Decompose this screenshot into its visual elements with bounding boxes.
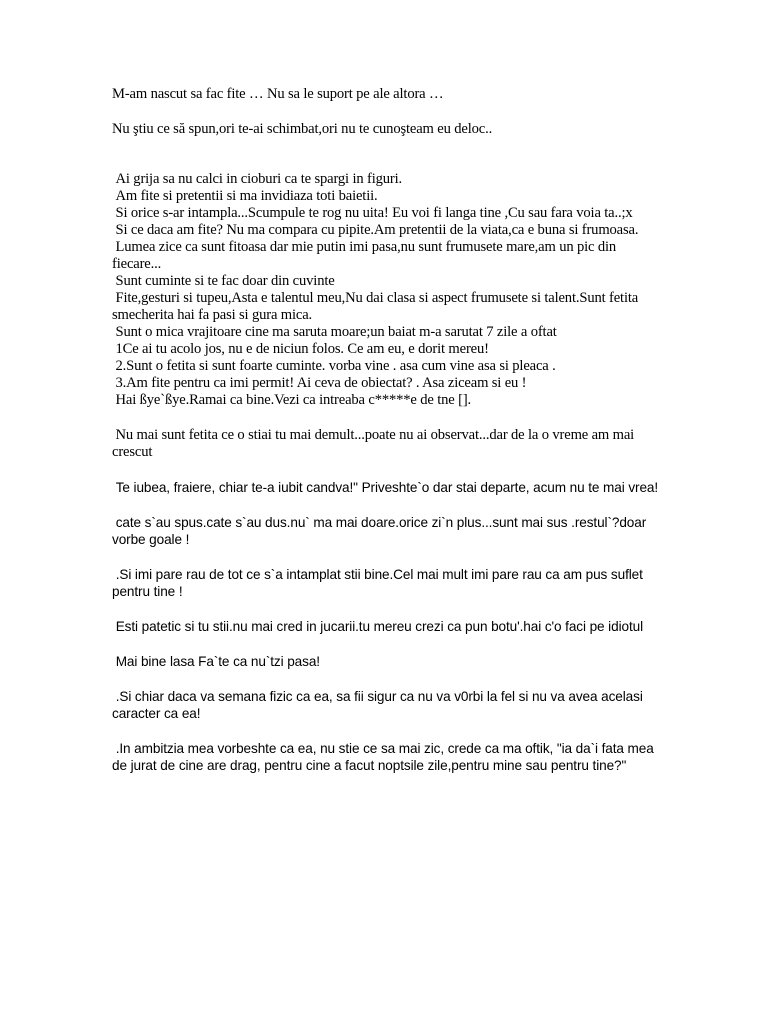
verse-line: Lumea zice ca sunt fitoasa dar mie putin imi pasa,nu sunt frumusete mare,am un pic din fiecare... (112, 239, 620, 272)
paragraph: cate s`au spus.cate s`au dus.nu` ma mai doare.orice zi`n plus...sunt mai sus .restul`?doar vorbe goale ! (112, 515, 650, 547)
verse-line: Am fite si pretentii si ma invidiaza toti baietii. (112, 188, 378, 204)
verse-line: 2.Sunt o fetita si sunt foarte cuminte. vorba vine . asa cum vine asa si pleaca . (112, 358, 556, 374)
intro-line-1: M-am nascut sa fac fite … Nu sa le suport pe ale altora … (112, 86, 444, 102)
paragraph: .Si imi pare rau de tot ce s`a intamplat stii bine.Cel mai mult imi pare rau ca am pus suflet pentru tine ! (112, 567, 647, 599)
verse-line: 3.Am fite pentru ca imi permit! Ai ceva de obiectat? . Asa ziceam si eu ! (112, 375, 527, 391)
paragraph: Esti patetic si tu stii.nu mai cred in jucarii.tu mereu crezi ca pun botu'.hai c'o faci pe idiotul (112, 619, 644, 634)
paragraph: .In ambitzia mea vorbeshte ca ea, nu stie ce sa mai zic, crede ca ma oftik, "ia da`i fata mea de jurat de cine are drag, pentru cine a facut noptsile zile,pentru mine sau pentru tine?" (112, 741, 658, 773)
intro-line-2: Nu ştiu ce să spun,ori te-ai schimbat,ori nu te cunoşteam eu deloc.. (112, 121, 493, 137)
verse-line: Si ce daca am fite? Nu ma compara cu pipite.Am pretentii de la viata,ca e buna si frumoasa. (112, 222, 639, 238)
paragraph: .Si chiar daca va semana fizic ca ea, sa fii sigur ca nu va v0rbi la fel si nu va avea acelasi caracter ca ea! (112, 689, 647, 721)
verse-line: 1Ce ai tu acolo jos, nu e de niciun folos. Ce am eu, e dorit mereu! (112, 341, 489, 357)
verses-block (112, 171, 660, 409)
verse-line: Hai ßye`ßye.Ramai ca bine.Vezi ca intreaba c*****e de tne []. (112, 392, 472, 408)
paragraph: Mai bine lasa Fa`te ca nu`tzi pasa! (112, 654, 320, 669)
verse-line: Fite,gesturi si tupeu,Asta e talentul meu,Nu dai clasa si aspect frumusete si talent.Sunt fetita smecherita hai fa pasi si gura mica. (112, 290, 642, 323)
document-body (112, 86, 660, 792)
verse-line: Si orice s-ar intampla...Scumpule te rog nu uita! Eu voi fi langa tine ,Cu sau fara voia ta..;x (112, 205, 633, 221)
verse-line: Ai grija sa nu calci in cioburi ca te spargi in figuri. (112, 171, 403, 187)
verse-line: Sunt cuminte si te fac doar din cuvinte (112, 273, 335, 289)
verse-line: Sunt o mica vrajitoare cine ma saruta moare;un baiat m-a sarutat 7 zile a oftat (112, 324, 557, 340)
paragraph: Te iubea, fraiere, chiar te-a iubit candva!" Priveshte`o dar stai departe, acum nu te mai vrea! (112, 480, 659, 495)
paragraph: Nu mai sunt fetita ce o stiai tu mai demult...poate nu ai observat...dar de la o vreme am mai crescut (112, 427, 638, 460)
